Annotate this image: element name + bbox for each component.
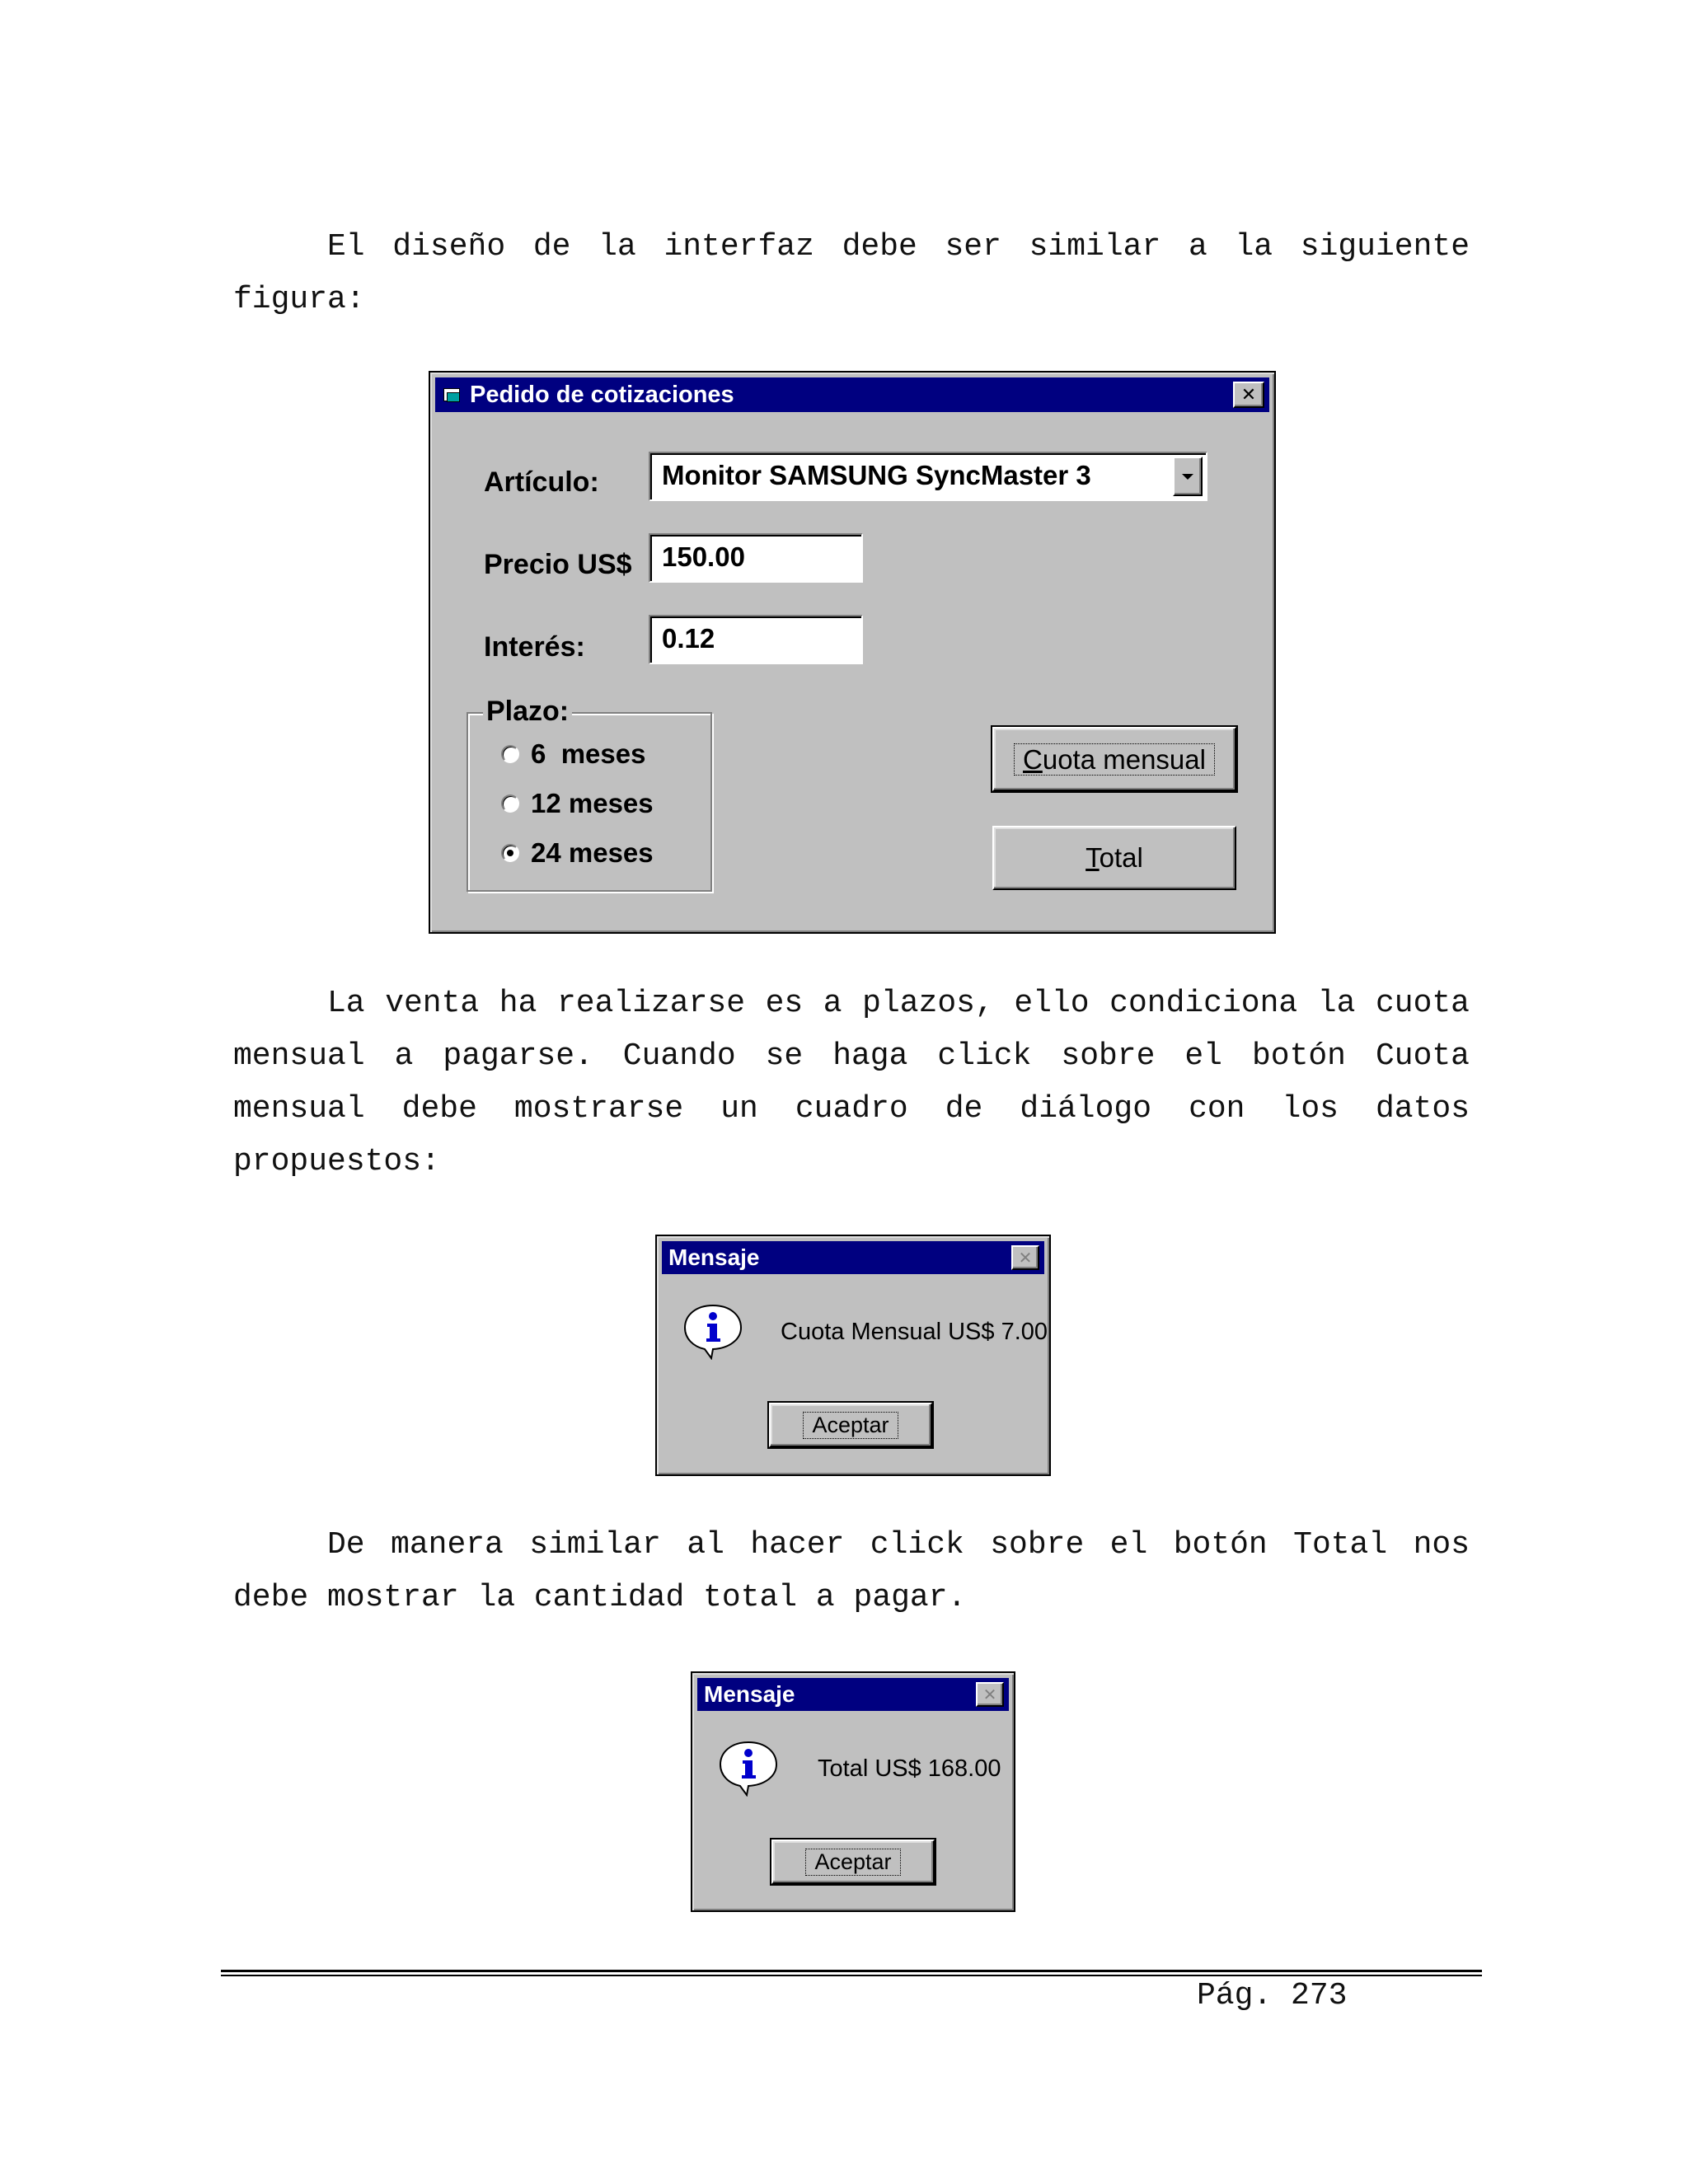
radio-12-meses-label: 12 meses	[531, 788, 654, 818]
paragraph-total: De manera similar al hacer click sobre el botón Total nos debe mostrar la cantidad total a pagar.	[233, 1527, 1470, 1615]
radio-6-meses[interactable]	[501, 738, 645, 770]
articulo-label: Artículo:	[484, 466, 599, 498]
paragraph-intro: El diseño de la interfaz debe ser similar a la siguiente figura:	[233, 229, 1470, 317]
dialog-cuota-message: Cuota Mensual US$ 7.00	[781, 1319, 1048, 1345]
precio-value: 150.00	[662, 541, 745, 572]
radio-selected-icon	[501, 844, 519, 862]
plazo-label: Plazo:	[483, 696, 572, 728]
close-icon[interactable]: ✕	[1011, 1245, 1039, 1270]
aceptar-button-label: Aceptar	[805, 1849, 900, 1876]
radio-circle-icon	[501, 745, 519, 763]
interes-value: 0.12	[662, 623, 715, 654]
total-button-label: Total	[1085, 842, 1143, 873]
aceptar-button[interactable]	[771, 1840, 935, 1884]
cuota-mensual-button[interactable]	[992, 727, 1236, 791]
close-icon[interactable]: ✕	[976, 1682, 1004, 1707]
interes-label: Interés:	[484, 631, 585, 663]
precio-input[interactable]	[649, 533, 863, 583]
app-window-icon	[442, 386, 463, 404]
cuota-mensual-button-label: Cuota mensual	[1014, 743, 1215, 776]
dialog-total	[691, 1671, 1015, 1912]
articulo-value: Monitor SAMSUNG SyncMaster 3	[662, 460, 1091, 490]
dialog-total-message: Total US$ 168.00	[818, 1755, 1001, 1782]
plazo-groupbox	[467, 696, 712, 892]
precio-label: Precio US$	[484, 549, 632, 580]
dialog-cuota-titlebar[interactable]	[662, 1241, 1044, 1274]
aceptar-button[interactable]	[769, 1403, 932, 1447]
page-number: Pág. 273	[1197, 1978, 1348, 2013]
radio-24-meses-label: 24 meses	[531, 837, 654, 868]
articulo-combobox[interactable]	[649, 452, 1207, 501]
main-window-title: Pedido de cotizaciones	[470, 381, 734, 408]
dialog-cuota-title: Mensaje	[668, 1244, 760, 1270]
radio-12-meses[interactable]	[501, 788, 654, 819]
total-button[interactable]	[992, 826, 1236, 890]
dialog-total-title: Mensaje	[704, 1681, 795, 1707]
dialog-cuota	[655, 1235, 1051, 1476]
paragraph-venta: La venta ha realizarse es a plazos, ello condiciona la cuota mensual a pagarse. Cuando se haga click sobre el botón Cuota mensual debe mostrarse un cuadro de diálogo con los datos propuestos:	[233, 986, 1470, 1179]
info-icon	[717, 1739, 780, 1797]
radio-circle-icon	[501, 794, 519, 813]
chevron-down-icon[interactable]	[1173, 457, 1203, 496]
main-window	[429, 371, 1276, 934]
dialog-total-titlebar[interactable]	[697, 1678, 1009, 1711]
aceptar-button-label: Aceptar	[803, 1412, 898, 1439]
footer-rule	[221, 1970, 1482, 1972]
main-window-titlebar[interactable]	[435, 377, 1269, 412]
footer-rule-secondary	[221, 1975, 1482, 1976]
radio-6-meses-label: 6 meses	[531, 738, 646, 769]
interes-input[interactable]	[649, 615, 863, 664]
radio-24-meses[interactable]	[501, 837, 654, 869]
close-icon[interactable]: ✕	[1233, 382, 1264, 408]
info-icon	[682, 1302, 744, 1360]
